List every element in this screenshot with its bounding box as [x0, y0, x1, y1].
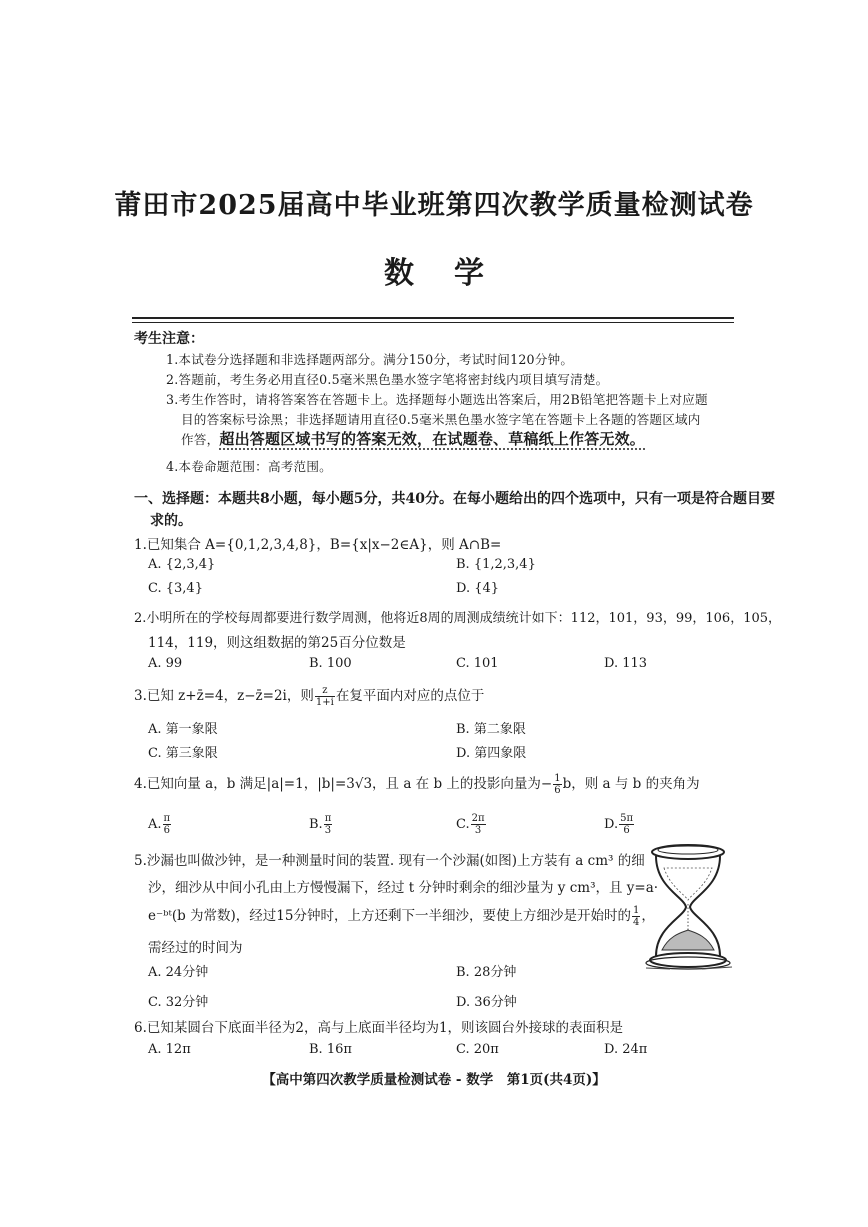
question-4-option-d [604, 813, 635, 836]
question-4-option-b-num: π [324, 813, 332, 824]
question-6-option-b: B. 16π [309, 1042, 352, 1057]
notice-item-3: 3.考生作答时，请将答案答在答题卡上。选择题每小题选出答案后，用2B铅笔把答题卡上对应题 [166, 392, 708, 407]
question-1-stem: 1.已知集合 A={0,1,2,3,4,8}，B={x|x−2∈A}，则 A∩B= [134, 537, 502, 553]
exam-title: 莆田市2025届高中毕业班第四次教学质量检测试卷 [114, 190, 754, 221]
question-1-option-c: C. {3,4} [148, 581, 203, 596]
hourglass-icon [640, 842, 736, 972]
question-6-stem: 6.已知某圆台下底面半径为2，高与上底面半径均为1，则该圆台外接球的表面积是 [134, 1020, 624, 1036]
question-4-fraction [553, 773, 561, 796]
question-4-stem-post: b，则 a 与 b 的夹角为 [562, 776, 700, 792]
question-4-option-a-label: A. [148, 817, 162, 832]
question-5-stem-2: 沙，细沙从中间小孔由上方慢慢漏下，经过 t 分钟时剩余的细沙量为 y cm³，且 y=a· [148, 880, 659, 896]
subject-title: 数学 [384, 256, 524, 291]
question-4-option-c-num: 2π [471, 813, 485, 824]
question-4-frac-den: 6 [554, 785, 561, 796]
question-6-option-a: A. 12π [148, 1042, 191, 1057]
page-footer: 【高中第四次教学质量检测试卷 - 数学 第1页(共4页)】 [262, 1072, 606, 1088]
question-3-stem-post: 在复平面内对应的点位于 [335, 688, 485, 704]
question-6-option-d: D. 24π [604, 1042, 648, 1057]
question-5-option-a: A. 24分钟 [148, 965, 209, 980]
question-3-stem-pre: 3.已知 z+z̄=4，z−z̄=2i，则 [134, 688, 314, 704]
question-4-stem-pre: 4.已知向量 a，b 满足|a|=1，|b|=3√3，且 a 在 b 上的投影向量为− [134, 776, 553, 792]
question-4-option-c-label: C. [456, 817, 470, 832]
notice-item-3-end [181, 428, 645, 449]
question-5-stem-4: 需经过的时间为 [148, 940, 243, 956]
section-heading-line2: 求的。 [150, 513, 192, 529]
question-2-option-d: D. 113 [604, 656, 648, 671]
question-4-option-b-frac [324, 813, 333, 836]
header-rule-thin [132, 322, 734, 323]
question-3-frac-den: 1+i [315, 697, 334, 708]
question-1-option-b: B. {1,2,3,4} [456, 557, 536, 572]
question-4-frac-num: 1 [554, 773, 561, 784]
question-2-option-a: A. 99 [148, 656, 183, 671]
notice-heading: 考生注意： [134, 331, 204, 347]
section-heading-line1: 一、选择题：本题共8小题，每小题5分，共40分。在每小题给出的四个选项中，只有一项是符合题目要 [134, 491, 775, 507]
question-5-stem-3-post: ， [641, 908, 655, 924]
question-4-option-d-frac [619, 813, 634, 836]
notice-item-3-cont: 目的答案标号涂黑；非选择题请用直径0.5毫米黑色墨水签字笔在答题卡上各题的答题区域内 [181, 412, 701, 427]
notice-emphasis: 超出答题区域书写的答案无效，在试题卷、草稿纸上作答无效。 [219, 430, 645, 448]
question-5-frac-den: 4 [633, 917, 640, 928]
question-1-option-a: A. {2,3,4} [148, 557, 216, 572]
question-2-option-b: B. 100 [309, 656, 352, 671]
question-4-option-d-num: 5π [620, 813, 634, 824]
question-4-option-c-frac [471, 813, 486, 836]
question-1-option-d: D. {4} [456, 581, 500, 596]
question-4-option-d-den: 6 [623, 825, 630, 836]
question-3-option-a: A. 第一象限 [148, 722, 218, 737]
notice-item-1: 1.本试卷分选择题和非选择题两部分。满分150分，考试时间120分钟。 [166, 352, 574, 367]
question-5-option-d: D. 36分钟 [456, 995, 517, 1010]
question-5-option-b: B. 28分钟 [456, 965, 517, 980]
notice-item-2: 2.答题前，考生务必用直径0.5毫米黑色墨水签字笔将密封线内项目填写清楚。 [166, 372, 609, 387]
question-5-stem-1: 5.沙漏也叫做沙钟，是一种测量时间的装置. 现有一个沙漏(如图)上方装有 a cm³ 的细 [134, 853, 645, 869]
question-4-option-d-label: D. [604, 817, 619, 832]
notice-item-3-lead: 作答， [181, 432, 220, 447]
question-2-stem-2: 114，119，则这组数据的第25百分位数是 [148, 635, 406, 651]
question-4-option-c-den: 3 [474, 825, 482, 836]
question-3-stem [134, 684, 484, 708]
question-4-option-a [148, 813, 172, 836]
question-5-stem-3 [148, 904, 655, 928]
question-4-stem [134, 772, 700, 796]
question-4-option-c [456, 813, 487, 836]
question-4-option-b-label: B. [309, 817, 323, 832]
question-2-option-c: C. 101 [456, 656, 499, 671]
question-3-frac-num: z [315, 685, 335, 697]
question-4-option-b [309, 813, 333, 836]
question-3-option-d: D. 第四象限 [456, 746, 527, 761]
question-5-stem-3-pre: e⁻ᵇᵗ(b 为常数)，经过15分钟时，上方还剩下一半细沙，要使上方细沙是开始时的 [148, 908, 631, 924]
question-3-option-c: C. 第三象限 [148, 746, 218, 761]
question-4-option-b-den: 3 [324, 825, 332, 836]
question-5-option-c: C. 32分钟 [148, 995, 209, 1010]
notice-item-4: 4.本卷命题范围：高考范围。 [166, 459, 332, 474]
question-2-stem-1: 2.小明所在的学校每周都要进行数学周测，他将近8周的周测成绩统计如下：112，101，93，99，106，105， [134, 611, 782, 626]
question-3-fraction [315, 685, 335, 708]
question-4-option-a-den: 6 [163, 825, 170, 836]
question-4-option-a-frac [163, 813, 172, 836]
question-4-option-a-num: π [163, 813, 171, 824]
question-5-frac-num: 1 [633, 905, 640, 916]
header-rule-thick [132, 317, 734, 319]
question-6-option-c: C. 20π [456, 1042, 499, 1057]
question-3-option-b: B. 第二象限 [456, 722, 526, 737]
